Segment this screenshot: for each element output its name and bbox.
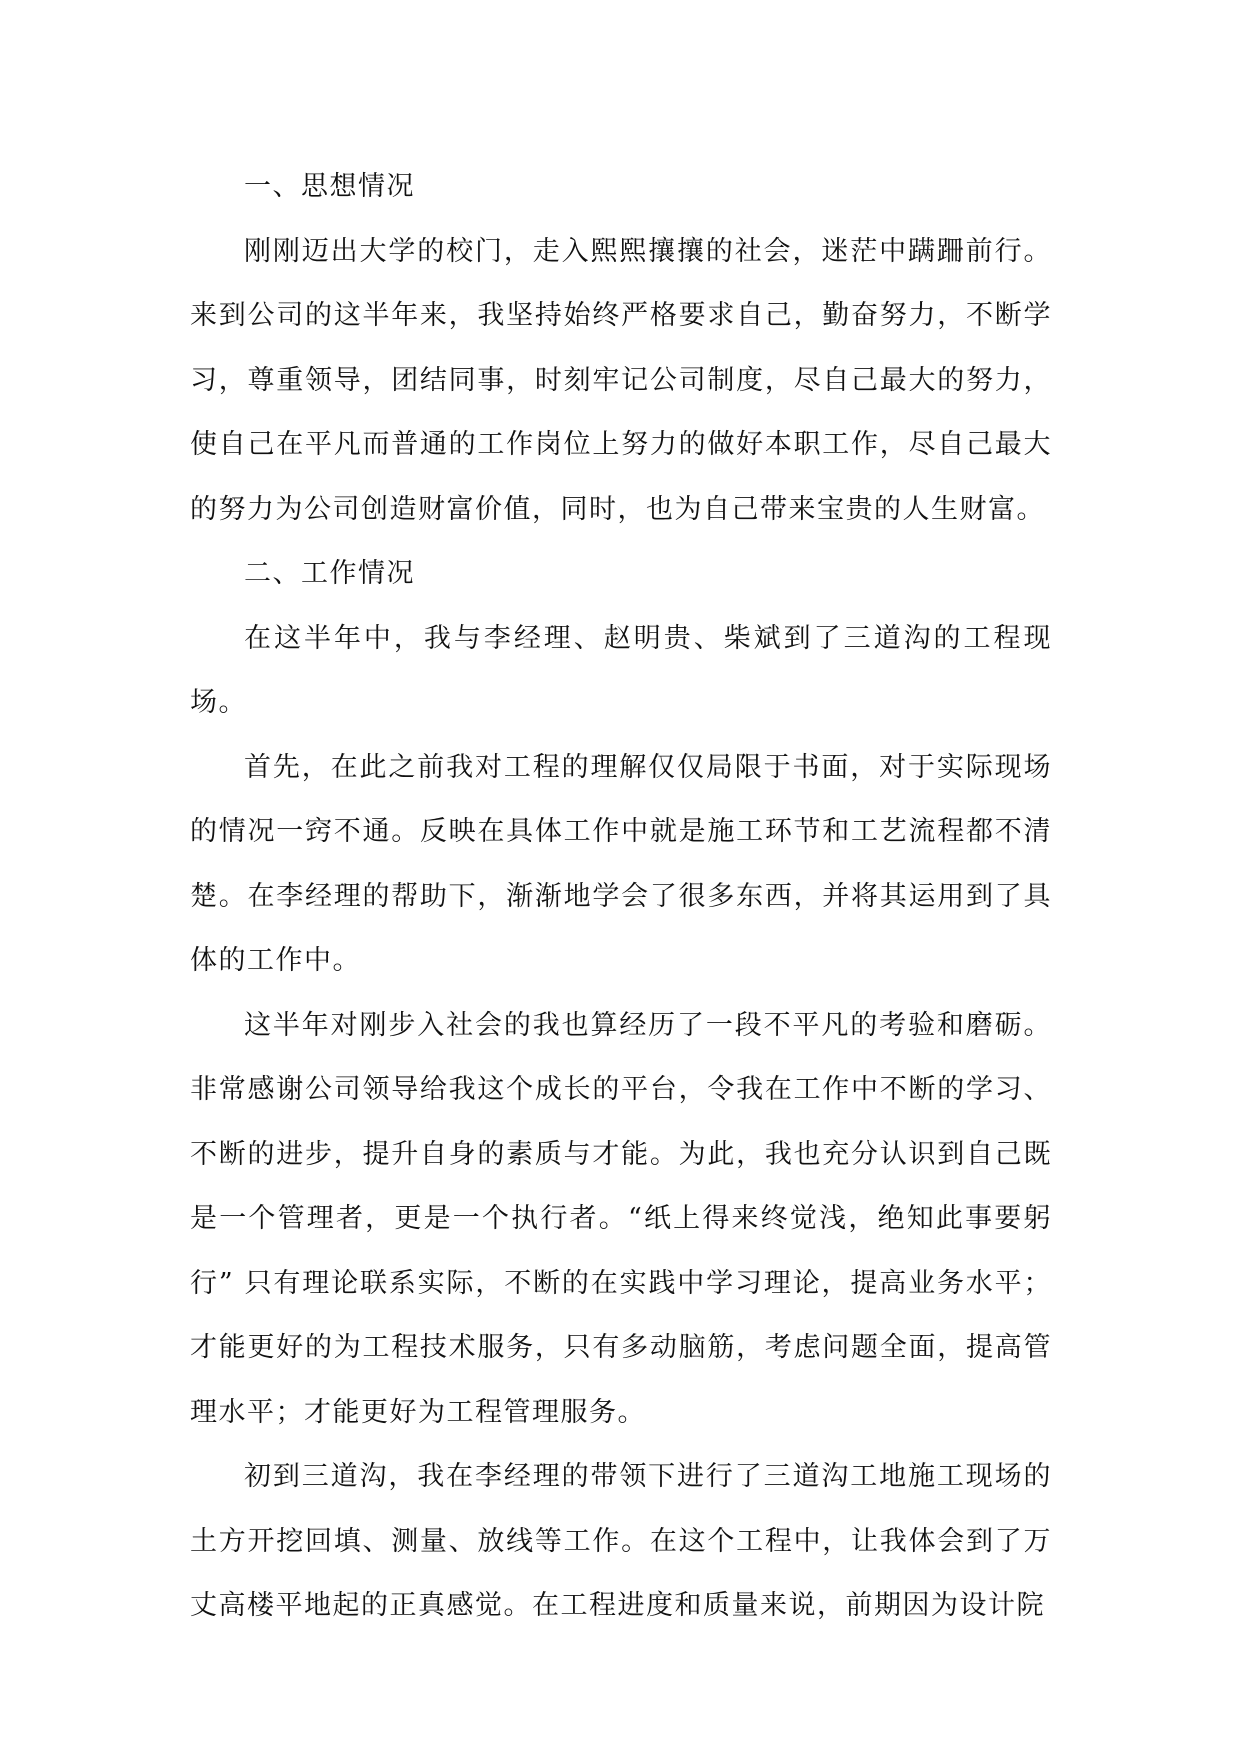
paragraph-work-1: 在这半年中，我与李经理、赵明贵、柴斌到了三道沟的工程现场。 <box>190 622 1052 718</box>
section-heading-thinking: 一、思想情况 <box>244 171 415 202</box>
paragraph-work-3: 这半年对刚步入社会的我也算经历了一段不平凡的考验和磨砺。非常感谢公司领导给我这个成长的平台，令我在工作中不断的学习、不断的进步，提升自身的素质与才能。为此，我也充分认识到自己既是一个管理者，更是一个执行者。“纸上得来终觉浅，绝知此事要躬行” 只有理论联系实际，不断的在实践中学习理论，提高业务水平；才能更好的为工程技术服务，只有多动脑筋，考虑问题全面，提高管理水平；才能更好为工程管理服务。 <box>190 1009 1052 1428</box>
paragraph-work-4: 初到三道沟，我在李经理的带领下进行了三道沟工地施工现场的土方开挖回填、测量、放线等工作。在这个工程中，让我体会到了万丈高楼平地起的正真感觉。在工程进度和质量来说，前期因为设计院 <box>190 1461 1052 1621</box>
paragraph-thinking-1: 刚刚迈出大学的校门，走入熙熙攘攘的社会，迷茫中蹒跚前行。来到公司的这半年来，我坚持始终严格要求自己，勤奋努力，不断学习，尊重领导，团结同事，时刻牢记公司制度，尽自己最大的努力，使自己在平凡而普通的工作岗位上努力的做好本职工作，尽自己最大的努力为公司创造财富价值，同时，也为自己带来宝贵的人生财富。 <box>190 235 1052 525</box>
document-body <box>190 155 1052 1639</box>
paragraph-work-2: 首先，在此之前我对工程的理解仅仅局限于书面，对于实际现场的情况一窍不通。反映在具体工作中就是施工环节和工艺流程都不清楚。在李经理的帮助下，渐渐地学会了很多东西，并将其运用到了具体的工作中。 <box>190 751 1052 976</box>
section-heading-work: 二、工作情况 <box>244 558 415 589</box>
